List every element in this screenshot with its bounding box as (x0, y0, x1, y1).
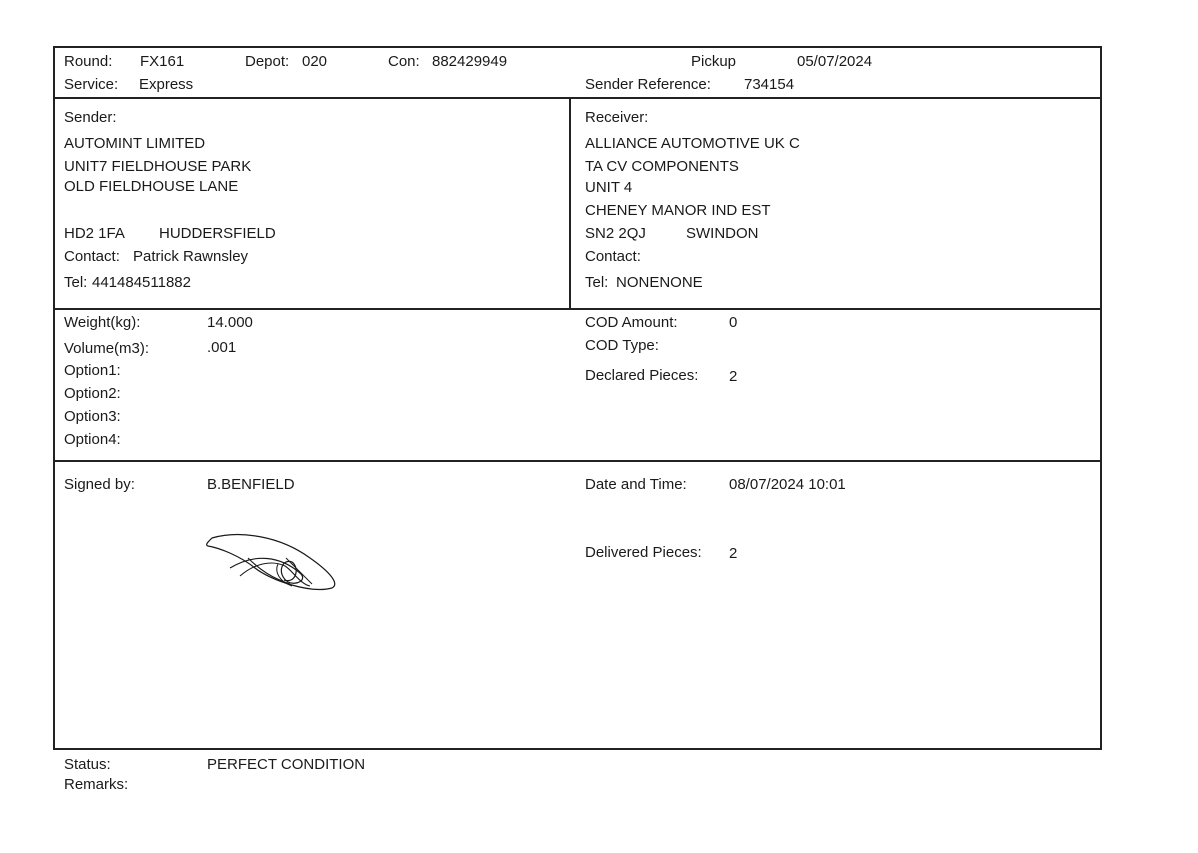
depot-value: 020 (302, 53, 328, 70)
sender-city: HUDDERSFIELD (159, 225, 276, 242)
sender-contact-label: Contact: (64, 248, 120, 265)
consignment-table (53, 46, 1102, 750)
status-label: Status: (64, 756, 111, 773)
sender-heading: Sender: (64, 109, 117, 126)
date-time-label: Date and Time: (585, 476, 687, 493)
round-value: FX161 (140, 53, 185, 70)
sender-tel-label: Tel: (64, 274, 88, 291)
sender-address-line: AUTOMINT LIMITED (64, 135, 206, 152)
receiver-heading: Receiver: (585, 109, 649, 126)
receiver-address-line: ALLIANCE AUTOMOTIVE UK C (585, 135, 800, 152)
receiver-tel-label: Tel: (585, 274, 609, 291)
sender-contact-value: Patrick Rawnsley (133, 248, 249, 265)
address-column-divider (569, 97, 571, 310)
pickup-label: Pickup (691, 53, 737, 70)
receiver-address-line: TA CV COMPONENTS (585, 158, 739, 175)
shipment-divider (53, 460, 1102, 462)
delivered-pieces-value: 2 (729, 545, 738, 562)
receiver-city: SWINDON (686, 225, 759, 242)
option1-label: Option1: (64, 362, 121, 379)
weight-label: Weight(kg): (64, 314, 141, 331)
sender-address-line: UNIT7 FIELDHOUSE PARK (64, 158, 252, 175)
remarks-label: Remarks: (64, 776, 129, 793)
pickup-date: 05/07/2024 (797, 53, 873, 70)
receiver-address-line: CHENEY MANOR IND EST (585, 202, 771, 219)
sender-address-line: OLD FIELDHOUSE LANE (64, 178, 239, 195)
volume-label: Volume(m3): (64, 340, 150, 357)
sender-reference-value: 734154 (744, 76, 795, 93)
sender-reference-label: Sender Reference: (585, 76, 711, 93)
signature-image (200, 528, 345, 598)
weight-value: 14.000 (207, 314, 253, 331)
declared-pieces-label: Declared Pieces: (585, 367, 699, 384)
sender-postcode: HD2 1FA (64, 225, 125, 242)
sender-tel-value: 441484511882 (92, 274, 191, 291)
con-value: 882429949 (432, 53, 508, 70)
round-label: Round: (64, 53, 113, 70)
status-value: PERFECT CONDITION (207, 756, 366, 773)
service-value: Express (139, 76, 194, 93)
address-divider (53, 308, 1102, 310)
declared-pieces-value: 2 (729, 368, 738, 385)
signed-by-label: Signed by: (64, 476, 135, 493)
signed-by-value: B.BENFIELD (207, 476, 295, 493)
receiver-tel-value: NONENONE (616, 274, 703, 291)
receiver-address-line: UNIT 4 (585, 179, 633, 196)
option4-label: Option4: (64, 431, 121, 448)
service-label: Service: (64, 76, 119, 93)
date-time-value: 08/07/2024 10:01 (729, 476, 846, 493)
cod-type-label: COD Type: (585, 337, 659, 354)
cod-amount-value: 0 (729, 314, 738, 331)
receiver-contact-label: Contact: (585, 248, 641, 265)
volume-value: .001 (207, 339, 237, 356)
option2-label: Option2: (64, 385, 121, 402)
header-divider (53, 97, 1102, 99)
con-label: Con: (388, 53, 420, 70)
receiver-postcode: SN2 2QJ (585, 225, 646, 242)
cod-amount-label: COD Amount: (585, 314, 678, 331)
option3-label: Option3: (64, 408, 121, 425)
depot-label: Depot: (245, 53, 290, 70)
delivered-pieces-label: Delivered Pieces: (585, 544, 702, 561)
